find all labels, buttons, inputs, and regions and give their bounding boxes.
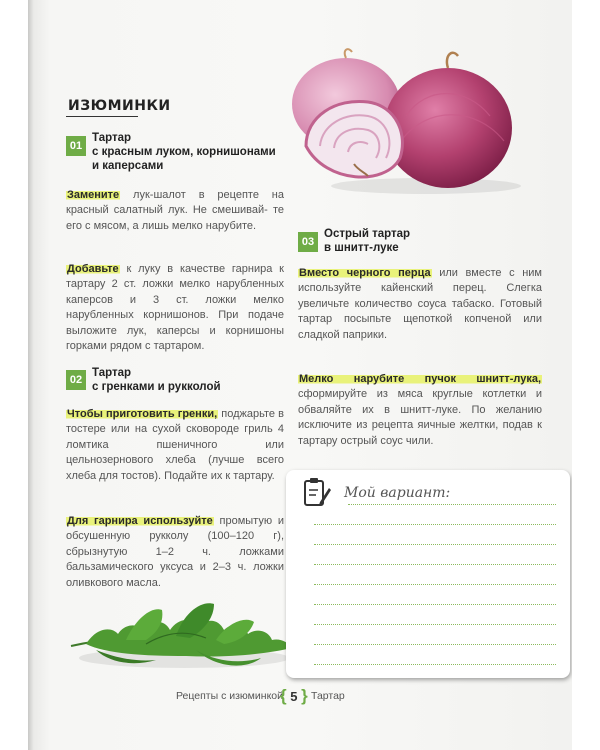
recipe-number-badge: 03	[298, 232, 318, 252]
note-dotted-line	[314, 604, 556, 605]
recipe-title-line: с красным луком, корнишонами	[92, 146, 276, 158]
footer-brace-open: {	[280, 686, 287, 705]
note-dotted-line	[314, 584, 556, 585]
paragraph-text: к луку в качестве гарнира к	[119, 263, 284, 275]
arugula-image	[66, 588, 296, 678]
footer-brace-close: }	[301, 686, 308, 705]
highlighted-phrase: Вместо черного перца	[299, 267, 431, 279]
page-number	[280, 686, 308, 706]
note-title: Мой вариант:	[344, 485, 451, 501]
recipe-title-line: Тартар	[92, 132, 132, 144]
my-variant-note-box	[286, 470, 570, 678]
recipe-title-line: в шнитт-луке	[324, 242, 399, 254]
paragraph-text: красный салатный лук. Не смешивай-	[66, 204, 268, 217]
paragraph-text: лук-шалот в рецепте на	[120, 189, 284, 201]
highlighted-phrase: Для гарнира используйте	[67, 515, 213, 527]
section-title: ИЗЮМИНКИ	[68, 98, 171, 114]
paragraph-text: те его с мясом, а лишь мелко нарубите.	[66, 204, 284, 232]
paragraph-text: сформируйте из мяса круглые котлетки и обваляйте их в шнитт-луке. По желанию исключите из рецепта яичные желтки, подав к тартару острый соус чили.	[298, 388, 542, 447]
red-onion-image	[276, 46, 526, 196]
clipboard-pencil-icon	[302, 476, 332, 508]
note-dotted-line	[314, 564, 556, 565]
footer-book-title: Рецепты с изюминкой	[176, 690, 283, 702]
paragraph-replace-onion	[66, 188, 284, 234]
paragraph-croutons	[66, 407, 284, 484]
paragraph-cayenne	[298, 266, 542, 343]
note-dotted-line	[314, 524, 556, 525]
paragraph-text: тартару 2 ст. ложки мелко нарубленных каперсов и 3 ст. ложки мелко нарубленных корнишонов. При подаче выложите лук, каперсы и корнишоны горками рядом с тартаром.	[66, 278, 284, 353]
note-dotted-line	[314, 644, 556, 645]
cookbook-page	[28, 0, 572, 750]
recipe-title	[324, 227, 524, 255]
page-footer	[28, 686, 572, 710]
recipe-title-line: и каперсами	[92, 160, 164, 172]
paragraph-chives	[298, 372, 542, 449]
paragraph-arugula-garnish	[66, 514, 284, 591]
highlighted-phrase: Замените	[67, 189, 120, 201]
paragraph-add-garnish	[66, 262, 284, 354]
recipe-title	[92, 131, 282, 173]
highlighted-phrase: Мелко нарубите пучок шнитт-лука,	[299, 373, 541, 385]
highlighted-phrase: Добавьте	[67, 263, 119, 275]
page-number-value: 5	[290, 689, 298, 704]
recipe-title	[92, 366, 282, 394]
section-title-underline	[66, 116, 138, 117]
note-dotted-line	[348, 504, 556, 505]
recipe-title-line: Острый тартар	[324, 228, 411, 240]
recipe-number-badge: 02	[66, 370, 86, 390]
recipe-title-line: с гренками и рукколой	[92, 381, 221, 393]
recipe-title-line: Тартар	[92, 367, 132, 379]
note-dotted-line	[314, 624, 556, 625]
footer-chapter: Тартар	[311, 690, 345, 702]
paragraph-text: или вместе с ним используйте кайенский перец. Слегка увеличьте количество соуса табаско. Готовый тартар посыпьте щепоткой копченой или сладкой паприки.	[298, 267, 542, 341]
note-dotted-line	[314, 544, 556, 545]
note-dotted-line	[314, 664, 556, 665]
paragraph-text: промытую и обсушенную рукколу (100–120 г), сбрызнутую 1–2 ч. ложками бальзамического уксуса и 2–3 ч. ложки оливкового масла.	[66, 515, 284, 589]
paragraph-text: поджарьте в тостере или на сухой сковороде гриль 4 ломтика пшеничного или цельнозернового хлеба (лучше всего хлеба для тостов). Подайте их к тартару.	[66, 408, 284, 482]
recipe-number-badge: 01	[66, 136, 86, 156]
highlighted-phrase: Чтобы приготовить гренки,	[67, 408, 218, 420]
